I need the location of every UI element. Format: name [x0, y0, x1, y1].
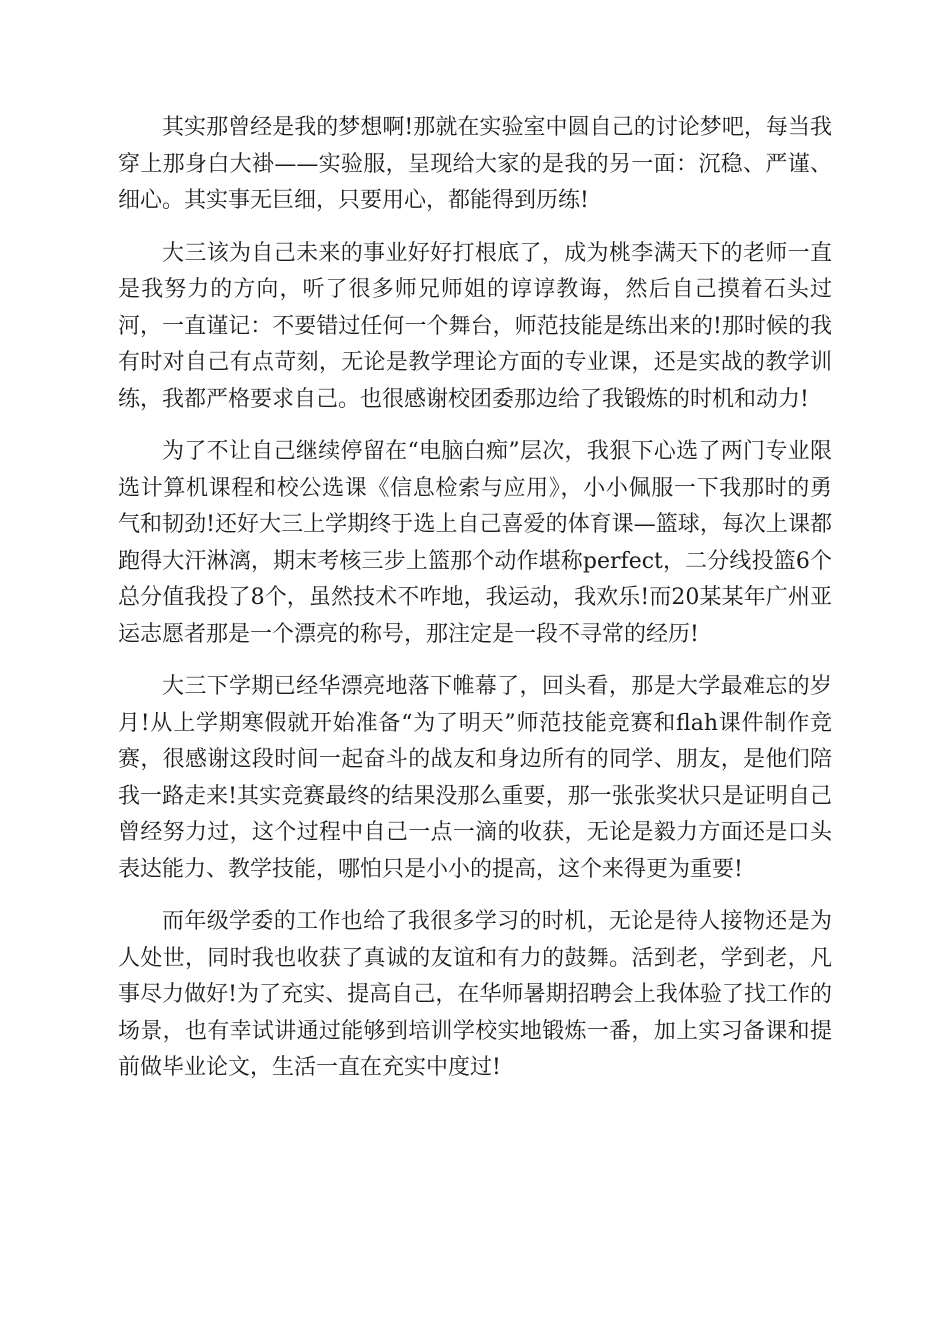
paragraph-2: 大三该为自己未来的事业好好打根底了，成为桃李满天下的老师一直是我努力的方向，听了很多师兄师姐的谆谆教诲，然后自己摸着石头过河，一直谨记：不要错过任何一个舞台，师范技能是练出来的!那时候的我有时对自己有点苛刻，无论是教学理论方面的专业课，还是实战的教学训练，我都严格要求自己。也很感谢校团委那边给了我锻炼的时机和动力!	[118, 240, 832, 412]
paragraph-5: 而年级学委的工作也给了我很多学习的时机，无论是待人接物还是为人处世，同时我也收获了真诚的友谊和有力的鼓舞。活到老，学到老，凡事尽力做好!为了充实、提高自己，在华师暑期招聘会上我体验了找工作的场景，也有幸试讲通过能够到培训学校实地锻炼一番，加上实习备课和提前做毕业论文，生活一直在充实中度过!	[118, 909, 832, 1080]
document-page	[118, 110, 832, 1103]
paragraph-1: 其实那曾经是我的梦想啊!那就在实验室中圆自己的讨论梦吧，每当我穿上那身白大褂——实验服，呈现给大家的是我的另一面：沉稳、严谨、细心。其实事无巨细，只要用心，都能得到历练!	[118, 115, 832, 213]
paragraph-4: 大三下学期已经华漂亮地落下帷幕了，回头看，那是大学最难忘的岁月!从上学期寒假就开始准备“为了明天”师范技能竞赛和flah课件制作竞赛，很感谢这段时间一起奋斗的战友和身边所有的同学、朋友，是他们陪我一路走来!其实竞赛最终的结果没那么重要，那一张张奖状只是证明自己曾经努力过，这个过程中自己一点一滴的收获，无论是毅力方面还是口头表达能力、教学技能，哪怕只是小小的提高，这个来得更为重要!	[118, 674, 832, 882]
paragraph-3: 为了不让自己继续停留在“电脑白痴”层次，我狠下心选了两门专业限选计算机课程和校公选课《信息检索与应用》，小小佩服一下我那时的勇气和韧劲!还好大三上学期终于选上自己喜爱的体育课—篮球，每次上课都跑得大汗淋漓，期末考核三步上篮那个动作堪称perfect，二分线投篮6个总分值我投了8个，虽然技术不咋地，我运动，我欢乐!而20某某年广州亚运志愿者那是一个漂亮的称号，那注定是一段不寻常的经历!	[118, 439, 832, 647]
